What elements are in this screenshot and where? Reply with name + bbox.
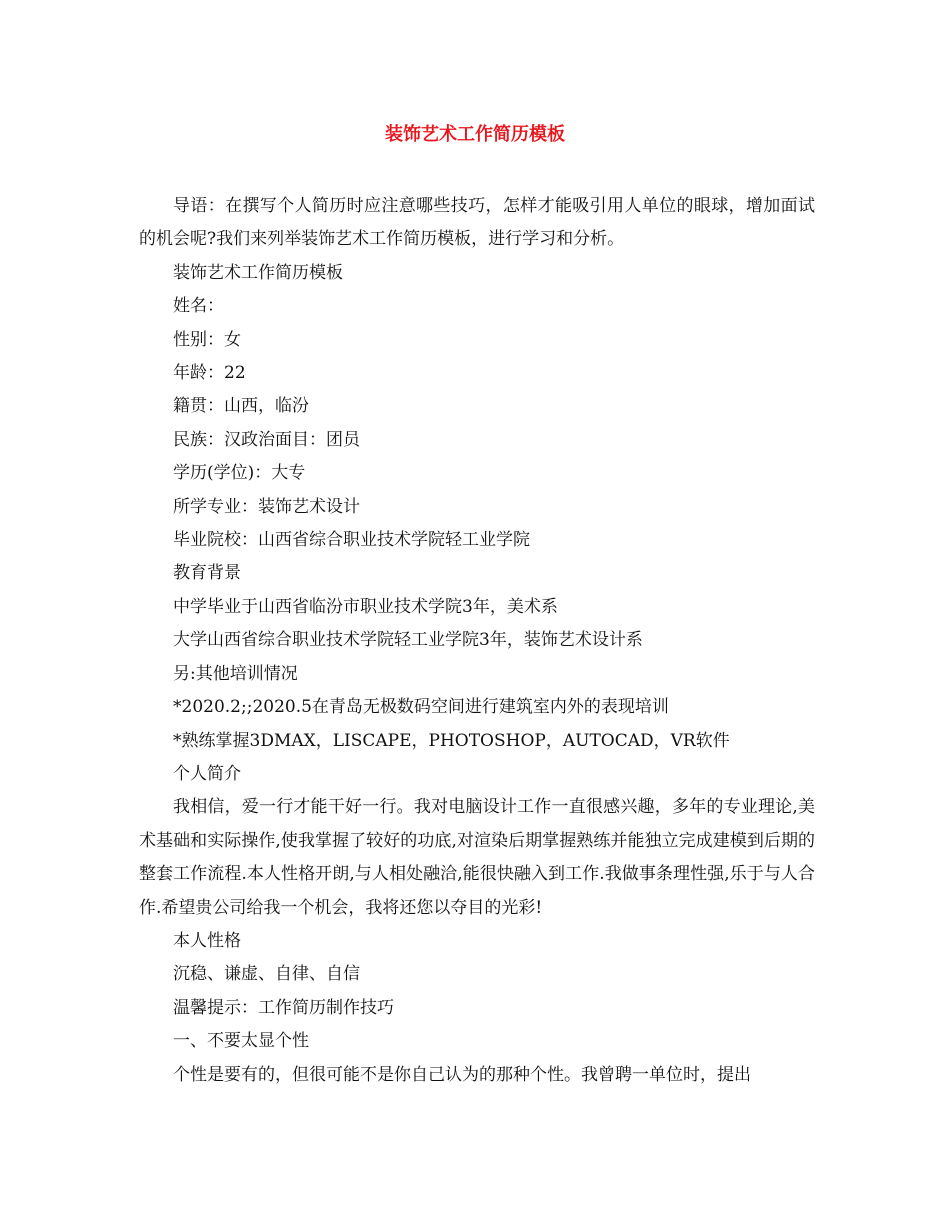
tips-heading: 温馨提示：工作简历制作技巧 (173, 997, 394, 1018)
section-profile: 个人简介 (173, 763, 241, 784)
education-college: 大学山西省综合职业技术学院轻工业学院3年，装饰艺术设计系 (173, 630, 643, 651)
field-ethnicity-politics: 民族：汉政治面目：团员 (173, 429, 360, 450)
profile-text: 我相信，爱一行才能干好一行。我对电脑设计工作一直很感兴趣，多年的专业理论,美术基础和实际操作,使我掌握了较好的功底,对渲染后期掌握熟练并能独立完成建模到后期的整套工作流程.本人性格开朗,与人相处融洽,能很快融入到工作.我做事条理性强,乐于与人合作.希望贵公司给我一个机会，我将还您以夺目的光彩! (139, 797, 815, 918)
skills-item: *熟练掌握3DMAX，LISCAPE，PHOTOSHOP，AUTOCAD，VR软件 (173, 730, 730, 751)
personality-text: 沉稳、谦虚、自律、自信 (173, 964, 360, 985)
field-school: 毕业院校：山西省综合职业技术学院轻工业学院 (173, 530, 530, 551)
field-name: 姓名： (173, 296, 224, 317)
section-education: 教育背景 (173, 563, 241, 584)
document-body (139, 190, 815, 1092)
field-gender: 性别：女 (173, 329, 241, 350)
paragraph-intro: 导语：在撰写个人简历时应注意哪些技巧，怎样才能吸引用人单位的眼球，增加面试的机会呢?我们来列举装饰艺术工作简历模板，进行学习和分析。 (139, 196, 815, 250)
paragraph-heading: 装饰艺术工作简历模板 (173, 262, 343, 283)
education-middle-school: 中学毕业于山西省临汾市职业技术学院3年，美术系 (173, 596, 558, 617)
field-education-level: 学历(学位)：大专 (173, 463, 306, 484)
section-personality: 本人性格 (173, 930, 241, 951)
section-training: 另:其他培训情况 (173, 663, 298, 684)
training-item: *2020.2;;2020.5在青岛无极数码空间进行建筑室内外的表现培训 (173, 697, 669, 718)
field-major: 所学专业：装饰艺术设计 (173, 496, 360, 517)
document-title: 装饰艺术工作简历模板 (385, 124, 565, 145)
tip-one-heading: 一、不要太显个性 (173, 1031, 309, 1052)
field-hometown: 籍贯：山西，临汾 (173, 396, 309, 417)
tip-one-text: 个性是要有的，但很可能不是你自己认为的那种个性。我曾聘一单位时，提出 (173, 1064, 751, 1085)
field-age: 年龄：22 (173, 363, 246, 384)
